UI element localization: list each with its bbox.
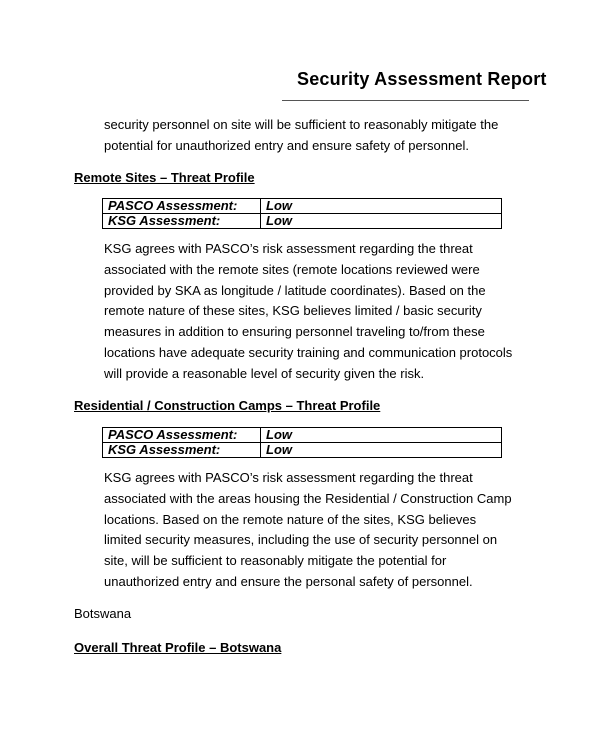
paragraph-line: locations have adequate security training and communication protocols bbox=[104, 344, 513, 360]
paragraph-line: limited security measures, including the use of security personnel on bbox=[104, 532, 498, 548]
remote-sites-heading: Remote Sites – Threat Profile bbox=[74, 170, 255, 185]
table-row bbox=[103, 199, 502, 214]
title-underline bbox=[282, 100, 529, 101]
paragraph-line: will provide a reasonable level of security given the risk. bbox=[104, 365, 425, 381]
table-row bbox=[103, 214, 502, 229]
paragraph-line: associated with the remote sites (remote locations reviewed were bbox=[104, 261, 480, 277]
paragraph-line: measures in addition to ensuring personnel traveling to/from these bbox=[104, 324, 485, 340]
assessment-label: KSG Assessment: bbox=[103, 443, 261, 458]
report-title: Security Assessment Report bbox=[297, 69, 547, 89]
overall-threat-heading: Overall Threat Profile – Botswana bbox=[74, 640, 282, 655]
table-row bbox=[103, 443, 502, 458]
residential-camps-heading: Residential / Construction Camps – Threat Profile bbox=[74, 398, 381, 413]
paragraph-line: site, will be sufficient to reasonably mitigate the potential for bbox=[104, 553, 447, 569]
assessment-label: PASCO Assessment: bbox=[103, 199, 261, 214]
residential-assessment-table bbox=[102, 427, 502, 458]
paragraph-line: potential for unauthorized entry and ensure safety of personnel. bbox=[104, 137, 469, 153]
intro-paragraph bbox=[104, 115, 524, 157]
paragraph-line: provided by SKA as longitude / latitude coordinates). Based on the bbox=[104, 282, 486, 298]
paragraph-line: KSG agrees with PASCO’s risk assessment regarding the threat bbox=[104, 241, 473, 256]
assessment-value: Low bbox=[261, 199, 502, 214]
remote-paragraph bbox=[104, 239, 524, 385]
paragraph-line: remote nature of these sites, KSG believes limited / basic security bbox=[104, 303, 482, 319]
assessment-label: PASCO Assessment: bbox=[103, 428, 261, 443]
assessment-value: Low bbox=[261, 428, 502, 443]
paragraph-line: associated with the areas housing the Residential / Construction Camp bbox=[104, 490, 512, 506]
residential-paragraph bbox=[104, 468, 524, 593]
paragraph-line: locations. Based on the remote nature of the sites, KSG believes bbox=[104, 511, 477, 527]
country-label: Botswana bbox=[74, 606, 132, 621]
table-row bbox=[103, 428, 502, 443]
assessment-label: KSG Assessment: bbox=[103, 214, 261, 229]
assessment-value: Low bbox=[261, 443, 502, 458]
assessment-value: Low bbox=[261, 214, 502, 229]
paragraph-line: KSG agrees with PASCO’s risk assessment regarding the threat bbox=[104, 470, 473, 485]
paragraph-line: security personnel on site will be sufficient to reasonably mitigate the bbox=[104, 117, 499, 132]
paragraph-line: unauthorized entry and ensure the personal safety of personnel. bbox=[104, 573, 473, 589]
remote-assessment-table bbox=[102, 198, 502, 229]
